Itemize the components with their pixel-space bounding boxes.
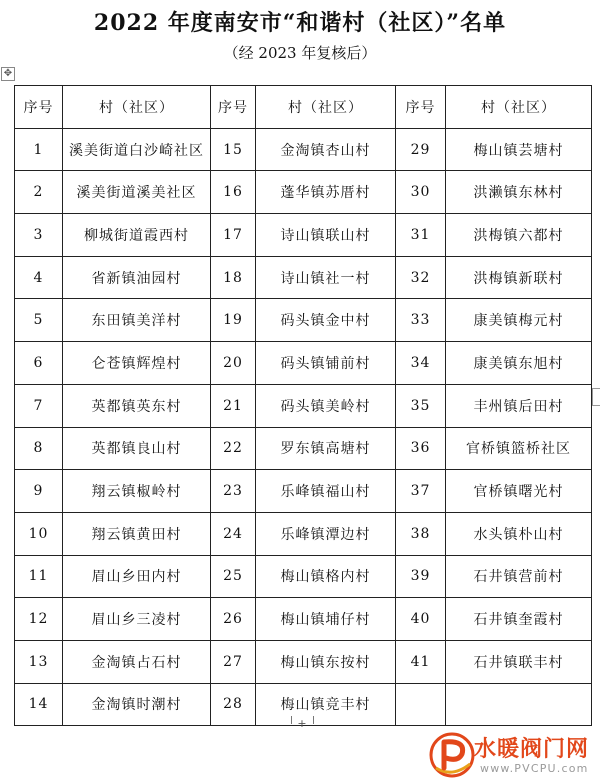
cell-no: 41 <box>396 640 446 683</box>
table-row <box>15 171 592 214</box>
cell-village-name: 溪美街道白沙崎社区 <box>63 128 211 171</box>
cell-village-name: 水头镇朴山村 <box>446 512 592 555</box>
table-row <box>15 470 592 513</box>
cell-no: 30 <box>396 171 446 214</box>
header-name: 村（社区） <box>446 86 592 129</box>
cell-no: 10 <box>15 512 63 555</box>
village-list-table <box>14 85 592 726</box>
cell-village-name: 石井镇营前村 <box>446 555 592 598</box>
cell-village-name: 洪濑镇东林村 <box>446 171 592 214</box>
table-row <box>15 128 592 171</box>
cell-village-name: 翔云镇椒岭村 <box>63 470 211 513</box>
header-no: 序号 <box>15 86 63 129</box>
cell-no: 7 <box>15 384 63 427</box>
cell-no: 35 <box>396 384 446 427</box>
add-row-icon[interactable]: + <box>297 717 307 730</box>
cell-village-name: 康美镇梅元村 <box>446 299 592 342</box>
cell-village-name: 蓬华镇苏厝村 <box>256 171 396 214</box>
watermark-site-name: 水暖阀门网 <box>474 737 590 762</box>
table-row <box>15 640 592 683</box>
table-row-insert-mark <box>313 716 314 724</box>
cell-no: 26 <box>211 598 256 641</box>
table-header-row <box>15 86 592 129</box>
cell-no: 28 <box>211 683 256 726</box>
cell-village-name: 仑苍镇辉煌村 <box>63 342 211 385</box>
cell-no <box>396 683 446 726</box>
watermark <box>426 728 600 781</box>
cell-no: 1 <box>15 128 63 171</box>
table-move-handle-icon[interactable]: ✥ <box>1 67 15 81</box>
cell-no: 17 <box>211 214 256 257</box>
cell-no: 2 <box>15 171 63 214</box>
cell-no: 37 <box>396 470 446 513</box>
cell-no: 40 <box>396 598 446 641</box>
cell-no: 8 <box>15 427 63 470</box>
cell-village-name: 石井镇联丰村 <box>446 640 592 683</box>
table-row <box>15 214 592 257</box>
cell-village-name: 官桥镇曙光村 <box>446 470 592 513</box>
cell-village-name: 溪美街道溪美社区 <box>63 171 211 214</box>
table-row <box>15 427 592 470</box>
cell-no: 9 <box>15 470 63 513</box>
cell-village-name: 梅山镇格内村 <box>256 555 396 598</box>
table-row <box>15 555 592 598</box>
cell-village-name: 洪梅镇六都村 <box>446 214 592 257</box>
cell-no: 13 <box>15 640 63 683</box>
cell-no: 11 <box>15 555 63 598</box>
table-row <box>15 512 592 555</box>
cell-no: 23 <box>211 470 256 513</box>
cell-village-name: 省新镇油园村 <box>63 256 211 299</box>
cell-no: 15 <box>211 128 256 171</box>
cell-village-name: 柳城街道霞西村 <box>63 214 211 257</box>
cell-village-name: 梅山镇埔仔村 <box>256 598 396 641</box>
table-row <box>15 598 592 641</box>
cell-village-name: 官桥镇篮桥社区 <box>446 427 592 470</box>
cell-no: 20 <box>211 342 256 385</box>
cell-no: 4 <box>15 256 63 299</box>
cell-no: 24 <box>211 512 256 555</box>
cell-no: 25 <box>211 555 256 598</box>
cell-village-name: 金淘镇占石村 <box>63 640 211 683</box>
cell-no: 19 <box>211 299 256 342</box>
table-row <box>15 342 592 385</box>
cell-village-name: 梅山镇竞丰村 <box>256 683 396 726</box>
cell-no: 12 <box>15 598 63 641</box>
page-title: 2022 年度南安市“和谐村（社区）”名单 <box>93 10 507 36</box>
cell-no: 31 <box>396 214 446 257</box>
cell-no: 14 <box>15 683 63 726</box>
cell-no: 16 <box>211 171 256 214</box>
cell-village-name: 梅山镇东按村 <box>256 640 396 683</box>
cell-village-name: 英都镇良山村 <box>63 427 211 470</box>
cell-village-name: 石井镇奎霞村 <box>446 598 592 641</box>
cell-no: 3 <box>15 214 63 257</box>
header-name: 村（社区） <box>256 86 396 129</box>
cell-village-name: 金淘镇杏山村 <box>256 128 396 171</box>
cell-village-name: 眉山乡三凌村 <box>63 598 211 641</box>
cell-no: 21 <box>211 384 256 427</box>
cell-village-name: 码头镇金中村 <box>256 299 396 342</box>
table-row <box>15 256 592 299</box>
cell-village-name: 洪梅镇新联村 <box>446 256 592 299</box>
cell-village-name: 东田镇美洋村 <box>63 299 211 342</box>
cell-no: 33 <box>396 299 446 342</box>
cell-no: 5 <box>15 299 63 342</box>
cell-village-name: 丰州镇后田村 <box>446 384 592 427</box>
cell-no: 27 <box>211 640 256 683</box>
page-subtitle: （经 2023 年复核后） <box>223 44 377 62</box>
watermark-url: www.PVCPU.com <box>480 762 589 775</box>
table-resize-handle[interactable] <box>592 388 600 406</box>
cell-village-name: 梅山镇芸塘村 <box>446 128 592 171</box>
cell-no: 39 <box>396 555 446 598</box>
cell-no: 38 <box>396 512 446 555</box>
cell-village-name: 英都镇英东村 <box>63 384 211 427</box>
cell-village-name: 金淘镇时潮村 <box>63 683 211 726</box>
cell-village-name: 诗山镇社一村 <box>256 256 396 299</box>
cell-village-name: 翔云镇黄田村 <box>63 512 211 555</box>
cell-no: 34 <box>396 342 446 385</box>
cell-no: 36 <box>396 427 446 470</box>
table-row <box>15 299 592 342</box>
cell-no: 18 <box>211 256 256 299</box>
cell-village-name: 罗东镇高塘村 <box>256 427 396 470</box>
cell-village-name: 码头镇铺前村 <box>256 342 396 385</box>
cell-village-name: 码头镇美岭村 <box>256 384 396 427</box>
cell-village-name: 眉山乡田内村 <box>63 555 211 598</box>
header-no: 序号 <box>211 86 256 129</box>
cell-village-name: 乐峰镇潭边村 <box>256 512 396 555</box>
table-row <box>15 384 592 427</box>
cell-village-name: 康美镇东旭村 <box>446 342 592 385</box>
cell-village-name: 乐峰镇福山村 <box>256 470 396 513</box>
cell-no: 29 <box>396 128 446 171</box>
cell-no: 32 <box>396 256 446 299</box>
header-name: 村（社区） <box>63 86 211 129</box>
cell-no: 22 <box>211 427 256 470</box>
cell-village-name <box>446 683 592 726</box>
cell-no: 6 <box>15 342 63 385</box>
cell-village-name: 诗山镇联山村 <box>256 214 396 257</box>
watermark-logo-icon <box>426 728 478 780</box>
header-no: 序号 <box>396 86 446 129</box>
